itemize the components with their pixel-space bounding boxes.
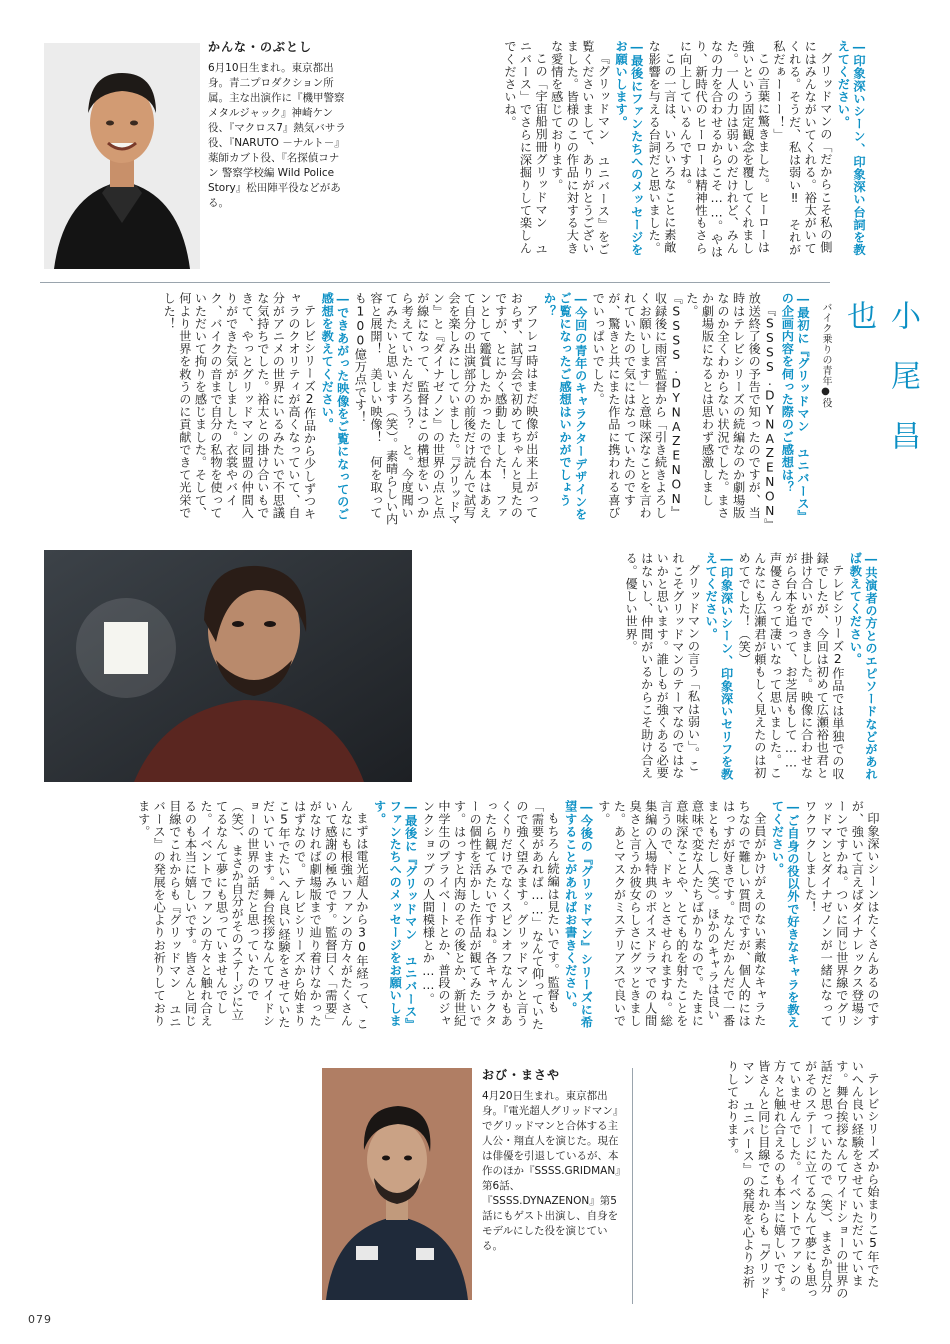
kanna-portrait-photo: [44, 43, 200, 269]
answer-paragraph: グリッドマンの言う「私は弱い」。これこそグリッドマンのテーマなのではないかと思います。誰しもが強くある必要はないし、仲間がいるからこそ助け合える。優しい世界。: [624, 552, 701, 779]
oo-interview-block-4: [644, 1060, 880, 1300]
interviewee-name: 小尾昌也: [841, 300, 920, 480]
answer-paragraph: テレビシリーズ2作品から少しずつキャラのクオリティが高くなっていて、自分がアニメの世界にいるみたいで不思議な気持ちでした。裕太との掛け合いもできて、やっとグリッドマン同盟の仲間入りができた気がしました。衣裳やバイク、バイクの音まで自分の私物を使っていただいて拘りを感じました。そして、何より世界を救うのに貢献できて光栄でした！: [162, 292, 317, 521]
kanna-name: かんな・のぶとし: [208, 40, 313, 54]
divider-line: [40, 282, 830, 283]
anime-still-image: [44, 550, 412, 782]
obi-bio: 4月20日生まれ。東京都出身。『電光超人グリッドマン』でグリッドマンと合体する主人公・翔直人を演じた。現在は俳優を引退しているが、本作のほか『SSSS.GRIDMAN』第6話、『SSSS.DYNAZENON』第5話にもゲスト出演し、自身をモデルにした役を演じている。: [482, 1090, 621, 1252]
answer-paragraph: まずは電光超人から30年経って、こんなにも根強いファンの方々がたくさんいて感謝の極みです。監督曰く「需要」がなければ劇場版まで辿り着けなかったはずなので。テレビシリーズから始まりこ5年でたいへん良い経験をさせていただいています。舞台挨拶なんてワイドショーの世界の話だと思っていたので（笑）、まさか自分がそのステージに立てるなんて夢にも思っていませんでした。イベントでファンの方々と触れ合えるのも本当に嬉しいです。皆さんと同じ目線でこれからも『グリッドマン ユニバース』の発展を心よりお祈りしております。: [136, 800, 369, 1030]
answer-paragraph: グリッドマンの「だからこそ私の側にはみんながいてくれる。裕太がいてくれる。そうだ、私は弱い‼ それが私だぁーーー！」: [772, 40, 833, 256]
answer-paragraph: テレビシリーズ2作品では単独での収録でしたが、今回は初めて広瀬裕也君と掛け合いができました。映像に合わせながら台本を追って、お芝居もして……声優さんって凄いなって思いました。こんなにも広瀬君が頼もしく見えたのは初めてでした！（笑）: [737, 552, 845, 781]
answer-paragraph: 『SSSS.DYNAZENON』放送終了後の予告で知ったのですが、当時はテレビシリーズの続編なのか劇場版なのか全くわからない状況でした。まさか劇場版になるとは思わず感激しました。『SSSS.DYNAZENON』収録後に雨宮監督から「引き続きよろしくお願いします」と意味深なことを言われていたので気にはなっていたのですが、驚きと共にまた作品に携われる喜びでいっぱいでした。: [591, 292, 777, 525]
question-heading: ―印象深いシーン、印象深い台詞を教えてください。: [836, 40, 866, 256]
question-heading: ―印象深いシーン、印象深いセリフを教えてください。: [704, 552, 734, 781]
question-heading: ―共演者の方とのエピソードなどがあれば教えてください。: [848, 552, 878, 781]
answer-paragraph: 全員がかけがえのない素敵なキャラたちなので難しい質問ですが、個人的にははっすが好きです。なんだかんだで一番まともだし（笑）。ほかのキャラは良い意味で変な人たちばかりなので。たまに意味深なことや、とても的を射たことを言うので、ドキッとさせられますね。総集編の入場特典のボイスドラマでの人間臭さと言うか彼女らしさにグッときました。あとマスクがミステリアスで良いです。: [596, 800, 767, 1027]
answer-paragraph: 『グリッドマン ユニバース』をご覧くださいまして、ありがとうございました。皆様のこの作品に対する大きな愛情を感じております。: [549, 40, 611, 256]
oo-interview-block-3: [44, 800, 880, 1032]
answer-paragraph: 印象深いシーンはたくさんあるのですが、強いて言えばダイナレックス登場シーンですかね。ついに同じ世界線でグリッドマンとダイナゼノンが一緒になってワクワクしました！: [803, 800, 880, 1027]
answer-paragraph: この一言は、いろいろなことに素敵な影響を与える台詞だと思いました。: [647, 40, 677, 255]
kanna-profile: [208, 40, 348, 211]
anime-character-illustration: [44, 550, 412, 782]
answer-paragraph: アフレコ時はまだ映像が出来上がっておらず、試写会で初めてちゃんと見たのですが、とにかく感動しました！ ファンとして鑑賞したかったので台本はあえて自分の出演部分の前後だけ読んで試写会を楽しみにしていました。『グリッドマン』と『ダイナゼノン』の世界の点と点が線になって、監督はこの構想をいつから考えていたんだろう？ と。今度聞いてみたいと思います（笑）。素晴らしい内容と展開！ 美しい映像！ 何を取っても100億万点です！: [353, 292, 539, 526]
oo-interview-block-1: [44, 292, 812, 528]
divider-line: [632, 1068, 633, 1304]
kanna-bio: 6月10日生まれ。東京都出身。青二プロダクション所属。主な出演作に『機甲警察メタルジャック』神崎ケン役、『マクロス7』熱気バサラ役、『NARUTO －ナルト－』薬師カブト役、『名探偵コナン 警察学校編 Wild Police Story』松田陣平役などがある。: [208, 62, 346, 209]
answer-paragraph: テレビシリーズから始まりこ5年でたいへん良い経験をさせていただいています。舞台挨拶なんてワイドショーの世界の話だと思っていたので（笑）、まさか自分がそのステージに立てるなんて夢にも思っていませんでした。イベントでファンの方々と触れ合えるのも本当に嬉しいです。皆さんと同じ目線でこれからも『グリッドマン ユニバース』の発展を心よりお祈りしております。: [725, 1060, 880, 1300]
top-interview-column: [356, 40, 868, 262]
question-heading: ―最後にファンたちへのメッセージをお願いします。: [614, 40, 644, 256]
role-caption: バイク乗りの青年●役: [820, 302, 831, 408]
portrait-illustration: [322, 1068, 472, 1300]
obi-name: おび・まさや: [482, 1068, 561, 1082]
answer-paragraph: この言葉に驚きました。ヒーローは強いという固定観念を覆してくれました。一人の力は弱いのだけれど、みんなの力を合わせるからこそ……。やはり、新時代のヒーローは精神性もさらに向上しているんですね。: [678, 40, 771, 258]
question-heading: ―今回の青年のキャラクターデザインをご覧になったご感想はいかがでしょうか？: [542, 292, 588, 521]
question-heading: ―最後に『グリッドマン ユニバース』ファンたちへのメッセージをお願いします。: [372, 800, 418, 1031]
answer-paragraph: もちろん続編は見たいです。監督も「需要があれば……」なんて仰っていたので強く望みます。グリッドマンと言うくくりだけでなくスピンオフなんかもあったら観てみたいですね。各キャラクターの個性を活かした作品が観てみたいです。はっすと内海のその後とか、新世紀中学生のプライベートとか、普段のジャンクショップの人間模様とか……。: [421, 800, 561, 1031]
portrait-illustration: [44, 43, 200, 269]
question-heading: ―できあがった映像をご覧になってのご感想を教えてください。: [320, 292, 350, 521]
answer-paragraph: この「宇宙船別冊グリッドマン ユニバース」でさらに深掘りして楽しんでくださいね。: [502, 40, 549, 256]
obi-profile: [482, 1068, 622, 1254]
page-number: 079: [28, 1313, 52, 1326]
question-heading: ―今後の『グリッドマン』シリーズに希望することがあればお書きください。: [563, 800, 594, 1029]
question-heading: ―ご自身の役以外で好きなキャラを教えてください。: [770, 800, 801, 1029]
oo-interview-block-2: [420, 552, 880, 782]
question-heading: ―最初に『グリッドマン ユニバース』の企画内容を伺った際のご感想は？: [780, 292, 810, 523]
obi-portrait-photo: [322, 1068, 472, 1300]
